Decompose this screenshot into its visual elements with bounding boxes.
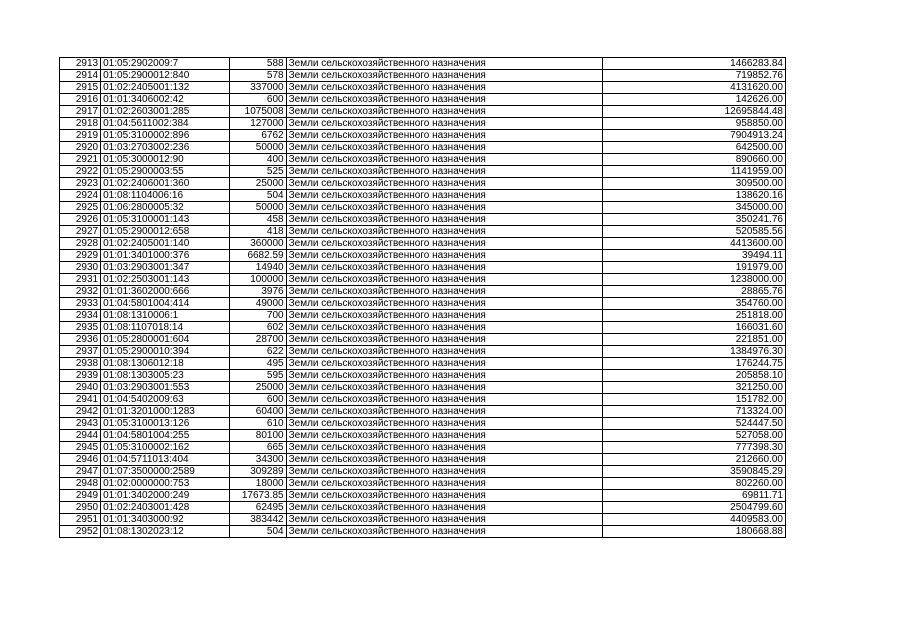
cadastral-value-cell: 180668.88 — [603, 526, 786, 538]
table-row — [60, 286, 786, 298]
land-category-cell: Земли сельскохозяйственного назначения — [286, 418, 603, 430]
land-category-cell: Земли сельскохозяйственного назначения — [286, 58, 603, 70]
land-category-cell: Земли сельскохозяйственного назначения — [286, 154, 603, 166]
cadastral-number-cell: 01:03:2703002:236 — [101, 142, 230, 154]
cadastral-number-cell: 01:05:3100002:896 — [101, 130, 230, 142]
area-cell: 525 — [230, 166, 286, 178]
row-number-cell: 2925 — [60, 202, 101, 214]
row-number-cell: 2916 — [60, 94, 101, 106]
cadastral-value-cell: 719852.76 — [603, 70, 786, 82]
table-row — [60, 526, 786, 538]
cadastral-value-cell: 1141959.00 — [603, 166, 786, 178]
row-number-cell: 2939 — [60, 370, 101, 382]
cadastral-value-cell: 1384976.30 — [603, 346, 786, 358]
land-category-cell: Земли сельскохозяйственного назначения — [286, 118, 603, 130]
cadastral-value-cell: 520585.56 — [603, 226, 786, 238]
area-cell: 50000 — [230, 142, 286, 154]
cadastral-number-cell: 01:05:2902009:7 — [101, 58, 230, 70]
table-row — [60, 226, 786, 238]
cadastral-value-cell: 142626.00 — [603, 94, 786, 106]
area-cell: 578 — [230, 70, 286, 82]
land-category-cell: Земли сельскохозяйственного назначения — [286, 82, 603, 94]
cadastral-number-cell: 01:05:2900010:394 — [101, 346, 230, 358]
table-row — [60, 298, 786, 310]
cadastral-value-cell: 642500.00 — [603, 142, 786, 154]
cadastral-value-cell: 527058.00 — [603, 430, 786, 442]
area-cell: 309289 — [230, 466, 286, 478]
cadastral-value-cell: 176244.75 — [603, 358, 786, 370]
table-row — [60, 394, 786, 406]
document-sheet — [59, 57, 786, 538]
land-category-cell: Земли сельскохозяйственного назначения — [286, 130, 603, 142]
land-category-cell: Земли сельскохозяйственного назначения — [286, 394, 603, 406]
cadastral-value-cell: 251818.00 — [603, 310, 786, 322]
land-category-cell: Земли сельскохозяйственного назначения — [286, 286, 603, 298]
area-cell: 49000 — [230, 298, 286, 310]
row-number-cell: 2949 — [60, 490, 101, 502]
area-cell: 1075008 — [230, 106, 286, 118]
cadastral-number-cell: 01:08:1306012:18 — [101, 358, 230, 370]
area-cell: 60400 — [230, 406, 286, 418]
table-row — [60, 334, 786, 346]
cadastral-number-cell: 01:04:5611002:384 — [101, 118, 230, 130]
row-number-cell: 2928 — [60, 238, 101, 250]
cadastral-number-cell: 01:01:3402000:249 — [101, 490, 230, 502]
area-cell: 600 — [230, 394, 286, 406]
area-cell: 600 — [230, 94, 286, 106]
land-category-cell: Земли сельскохозяйственного назначения — [286, 190, 603, 202]
land-category-cell: Земли сельскохозяйственного назначения — [286, 70, 603, 82]
area-cell: 360000 — [230, 238, 286, 250]
land-category-cell: Земли сельскохозяйственного назначения — [286, 238, 603, 250]
row-number-cell: 2951 — [60, 514, 101, 526]
land-category-cell: Земли сельскохозяйственного назначения — [286, 226, 603, 238]
cadastral-number-cell: 01:01:3401000:376 — [101, 250, 230, 262]
row-number-cell: 2945 — [60, 442, 101, 454]
table-row — [60, 130, 786, 142]
table-row — [60, 214, 786, 226]
cadastral-number-cell: 01:01:3602000:666 — [101, 286, 230, 298]
land-category-cell: Земли сельскохозяйственного назначения — [286, 106, 603, 118]
cadastral-value-cell: 205858.10 — [603, 370, 786, 382]
area-cell: 14940 — [230, 262, 286, 274]
cadastral-value-cell: 191979.00 — [603, 262, 786, 274]
cadastral-value-cell: 309500.00 — [603, 178, 786, 190]
area-cell: 418 — [230, 226, 286, 238]
row-number-cell: 2930 — [60, 262, 101, 274]
row-number-cell: 2923 — [60, 178, 101, 190]
area-cell: 25000 — [230, 382, 286, 394]
cadastral-value-cell: 890660.00 — [603, 154, 786, 166]
row-number-cell: 2932 — [60, 286, 101, 298]
area-cell: 3976 — [230, 286, 286, 298]
land-category-cell: Земли сельскохозяйственного назначения — [286, 202, 603, 214]
area-cell: 595 — [230, 370, 286, 382]
cadastral-number-cell: 01:07:3500000:2589 — [101, 466, 230, 478]
row-number-cell: 2941 — [60, 394, 101, 406]
land-category-cell: Земли сельскохозяйственного назначения — [286, 310, 603, 322]
row-number-cell: 2934 — [60, 310, 101, 322]
cadastral-number-cell: 01:02:2405001:132 — [101, 82, 230, 94]
area-cell: 25000 — [230, 178, 286, 190]
table-row — [60, 310, 786, 322]
cadastral-number-cell: 01:04:5402009:63 — [101, 394, 230, 406]
cadastral-value-cell: 350241.76 — [603, 214, 786, 226]
row-number-cell: 2914 — [60, 70, 101, 82]
area-cell: 18000 — [230, 478, 286, 490]
land-category-cell: Земли сельскохозяйственного назначения — [286, 502, 603, 514]
row-number-cell: 2944 — [60, 430, 101, 442]
cadastral-value-cell: 345000.00 — [603, 202, 786, 214]
row-number-cell: 2929 — [60, 250, 101, 262]
row-number-cell: 2943 — [60, 418, 101, 430]
row-number-cell: 2931 — [60, 274, 101, 286]
area-cell: 383442 — [230, 514, 286, 526]
cadastral-value-cell: 4413600.00 — [603, 238, 786, 250]
area-cell: 17673.85 — [230, 490, 286, 502]
cadastral-value-cell: 151782.00 — [603, 394, 786, 406]
land-category-cell: Земли сельскохозяйственного назначения — [286, 142, 603, 154]
cadastral-number-cell: 01:05:3100013:126 — [101, 418, 230, 430]
cadastral-number-cell: 01:02:2603001:285 — [101, 106, 230, 118]
land-category-cell: Земли сельскохозяйственного назначения — [286, 514, 603, 526]
area-cell: 622 — [230, 346, 286, 358]
table-row — [60, 166, 786, 178]
land-category-cell: Земли сельскохозяйственного назначения — [286, 178, 603, 190]
row-number-cell: 2926 — [60, 214, 101, 226]
table-row — [60, 82, 786, 94]
land-category-cell: Земли сельскохозяйственного назначения — [286, 250, 603, 262]
area-cell: 80100 — [230, 430, 286, 442]
area-cell: 62495 — [230, 502, 286, 514]
area-cell: 665 — [230, 442, 286, 454]
table-row — [60, 358, 786, 370]
row-number-cell: 2924 — [60, 190, 101, 202]
cadastral-number-cell: 01:02:0000000:753 — [101, 478, 230, 490]
area-cell: 495 — [230, 358, 286, 370]
land-category-cell: Земли сельскохозяйственного назначения — [286, 430, 603, 442]
land-category-cell: Земли сельскохозяйственного назначения — [286, 322, 603, 334]
cadastral-value-cell: 39494.11 — [603, 250, 786, 262]
row-number-cell: 2919 — [60, 130, 101, 142]
cadastral-number-cell: 01:08:1104006:16 — [101, 190, 230, 202]
table-row — [60, 262, 786, 274]
table-row — [60, 406, 786, 418]
row-number-cell: 2917 — [60, 106, 101, 118]
cadastral-number-cell: 01:04:5801004:255 — [101, 430, 230, 442]
table-row — [60, 454, 786, 466]
row-number-cell: 2947 — [60, 466, 101, 478]
land-category-cell: Земли сельскохозяйственного назначения — [286, 298, 603, 310]
row-number-cell: 2935 — [60, 322, 101, 334]
cadastral-value-cell: 28865.76 — [603, 286, 786, 298]
cadastral-number-cell: 01:04:5801004:414 — [101, 298, 230, 310]
row-number-cell: 2940 — [60, 382, 101, 394]
table-row — [60, 70, 786, 82]
cadastral-number-cell: 01:08:1302023:12 — [101, 526, 230, 538]
land-parcel-table — [59, 57, 786, 538]
cadastral-value-cell: 2504799.60 — [603, 502, 786, 514]
table-row — [60, 106, 786, 118]
cadastral-number-cell: 01:05:2900003:55 — [101, 166, 230, 178]
area-cell: 6682.59 — [230, 250, 286, 262]
table-row — [60, 370, 786, 382]
land-category-cell: Земли сельскохозяйственного назначения — [286, 214, 603, 226]
land-category-cell: Земли сельскохозяйственного назначения — [286, 490, 603, 502]
table-row — [60, 142, 786, 154]
area-cell: 400 — [230, 154, 286, 166]
cadastral-value-cell: 212660.00 — [603, 454, 786, 466]
area-cell: 602 — [230, 322, 286, 334]
land-category-cell: Земли сельскохозяйственного назначения — [286, 334, 603, 346]
area-cell: 504 — [230, 526, 286, 538]
row-number-cell: 2918 — [60, 118, 101, 130]
cadastral-value-cell: 802260.00 — [603, 478, 786, 490]
cadastral-value-cell: 221851.00 — [603, 334, 786, 346]
row-number-cell: 2946 — [60, 454, 101, 466]
row-number-cell: 2921 — [60, 154, 101, 166]
table-row — [60, 238, 786, 250]
land-category-cell: Земли сельскохозяйственного назначения — [286, 346, 603, 358]
row-number-cell: 2948 — [60, 478, 101, 490]
cadastral-number-cell: 01:08:1310006:1 — [101, 310, 230, 322]
table-row — [60, 178, 786, 190]
table-row — [60, 466, 786, 478]
row-number-cell: 2922 — [60, 166, 101, 178]
cadastral-value-cell: 958850.00 — [603, 118, 786, 130]
land-category-cell: Земли сельскохозяйственного назначения — [286, 262, 603, 274]
area-cell: 6762 — [230, 130, 286, 142]
area-cell: 100000 — [230, 274, 286, 286]
area-cell: 458 — [230, 214, 286, 226]
cadastral-value-cell: 354760.00 — [603, 298, 786, 310]
land-category-cell: Земли сельскохозяйственного назначения — [286, 382, 603, 394]
cadastral-number-cell: 01:05:3000012:90 — [101, 154, 230, 166]
table-row — [60, 118, 786, 130]
table-row — [60, 154, 786, 166]
land-category-cell: Земли сельскохозяйственного назначения — [286, 370, 603, 382]
cadastral-value-cell: 7904913.24 — [603, 130, 786, 142]
row-number-cell: 2937 — [60, 346, 101, 358]
cadastral-number-cell: 01:05:2900012:840 — [101, 70, 230, 82]
area-cell: 28700 — [230, 334, 286, 346]
row-number-cell: 2927 — [60, 226, 101, 238]
cadastral-number-cell: 01:05:3100001:143 — [101, 214, 230, 226]
table-row — [60, 94, 786, 106]
row-number-cell: 2952 — [60, 526, 101, 538]
area-cell: 504 — [230, 190, 286, 202]
land-category-cell: Земли сельскохозяйственного назначения — [286, 478, 603, 490]
cadastral-value-cell: 777398.30 — [603, 442, 786, 454]
cadastral-value-cell: 321250.00 — [603, 382, 786, 394]
cadastral-value-cell: 166031.60 — [603, 322, 786, 334]
area-cell: 610 — [230, 418, 286, 430]
cadastral-number-cell: 01:08:1107018:14 — [101, 322, 230, 334]
cadastral-number-cell: 01:05:3100002:162 — [101, 442, 230, 454]
row-number-cell: 2936 — [60, 334, 101, 346]
cadastral-number-cell: 01:01:3201000:1283 — [101, 406, 230, 418]
table-row — [60, 514, 786, 526]
table-row — [60, 418, 786, 430]
table-row — [60, 274, 786, 286]
row-number-cell: 2942 — [60, 406, 101, 418]
cadastral-number-cell: 01:01:3406002:42 — [101, 94, 230, 106]
cadastral-number-cell: 01:02:2406001:360 — [101, 178, 230, 190]
land-category-cell: Земли сельскохозяйственного назначения — [286, 166, 603, 178]
cadastral-number-cell: 01:02:2405001:140 — [101, 238, 230, 250]
cadastral-number-cell: 01:03:2903001:347 — [101, 262, 230, 274]
area-cell: 34300 — [230, 454, 286, 466]
area-cell: 588 — [230, 58, 286, 70]
cadastral-value-cell: 138620.16 — [603, 190, 786, 202]
cadastral-number-cell: 01:04:5711013:404 — [101, 454, 230, 466]
table-row — [60, 478, 786, 490]
table-row — [60, 490, 786, 502]
land-category-cell: Земли сельскохозяйственного назначения — [286, 94, 603, 106]
table-row — [60, 442, 786, 454]
cadastral-number-cell: 01:03:2903001:553 — [101, 382, 230, 394]
cadastral-number-cell: 01:02:2503001:143 — [101, 274, 230, 286]
row-number-cell: 2915 — [60, 82, 101, 94]
cadastral-value-cell: 524447.50 — [603, 418, 786, 430]
row-number-cell: 2913 — [60, 58, 101, 70]
cadastral-value-cell: 3590845.29 — [603, 466, 786, 478]
row-number-cell: 2933 — [60, 298, 101, 310]
cadastral-value-cell: 1466283.84 — [603, 58, 786, 70]
table-row — [60, 430, 786, 442]
table-row — [60, 202, 786, 214]
cadastral-value-cell: 1238000.00 — [603, 274, 786, 286]
cadastral-number-cell: 01:08:1303005:23 — [101, 370, 230, 382]
row-number-cell: 2938 — [60, 358, 101, 370]
table-row — [60, 382, 786, 394]
table-row — [60, 346, 786, 358]
land-category-cell: Земли сельскохозяйственного назначения — [286, 358, 603, 370]
row-number-cell: 2950 — [60, 502, 101, 514]
cadastral-value-cell: 4409583.00 — [603, 514, 786, 526]
land-category-cell: Земли сельскохозяйственного назначения — [286, 466, 603, 478]
cadastral-number-cell: 01:01:3403000:92 — [101, 514, 230, 526]
cadastral-value-cell: 12695844.48 — [603, 106, 786, 118]
cadastral-number-cell: 01:06:2800005:32 — [101, 202, 230, 214]
cadastral-number-cell: 01:05:2800001:604 — [101, 334, 230, 346]
cadastral-value-cell: 4131620.00 — [603, 82, 786, 94]
land-category-cell: Земли сельскохозяйственного назначения — [286, 274, 603, 286]
row-number-cell: 2920 — [60, 142, 101, 154]
table-row — [60, 58, 786, 70]
area-cell: 337000 — [230, 82, 286, 94]
land-category-cell: Земли сельскохозяйственного назначения — [286, 406, 603, 418]
area-cell: 700 — [230, 310, 286, 322]
table-row — [60, 250, 786, 262]
cadastral-number-cell: 01:05:2900012:658 — [101, 226, 230, 238]
land-category-cell: Земли сельскохозяйственного назначения — [286, 442, 603, 454]
cadastral-value-cell: 713324.00 — [603, 406, 786, 418]
cadastral-number-cell: 01:02:2403001:428 — [101, 502, 230, 514]
land-category-cell: Земли сельскохозяйственного назначения — [286, 526, 603, 538]
table-row — [60, 190, 786, 202]
table-row — [60, 322, 786, 334]
land-category-cell: Земли сельскохозяйственного назначения — [286, 454, 603, 466]
area-cell: 50000 — [230, 202, 286, 214]
cadastral-value-cell: 69811.71 — [603, 490, 786, 502]
table-row — [60, 502, 786, 514]
table-body — [60, 58, 786, 538]
area-cell: 127000 — [230, 118, 286, 130]
